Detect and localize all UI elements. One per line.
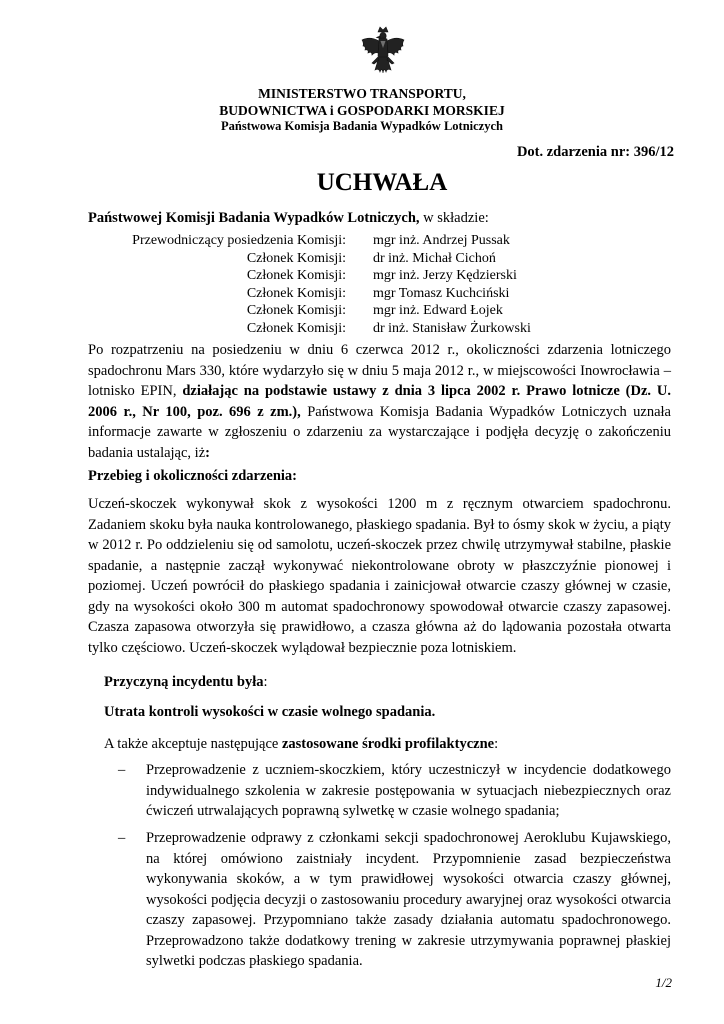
measure-entry <box>118 828 671 972</box>
member-row <box>88 267 531 285</box>
commission-members <box>88 232 531 337</box>
decision-line <box>88 402 671 423</box>
measures-intro <box>104 734 498 755</box>
member-name: dr inż. Stanisław Żurkowski <box>373 320 531 336</box>
course-text: Uczeń-skoczek wykonywał skok z wysokości 1200 m z ręcznym otwarciem spadochronu. Zadaniem skoku była nauka kontrolowanego, płaskiego spadania. Był to ósmy skok w życiu, a piąty w 2012 r. Po oddzieleniu się od samolotu, uczeń-skoczek przez chwilę utrzymywał stabilne, płaskie spadanie, a następnie zaczął wykonywać niekontrolowane obroty w płaszczyźnie pionowej i poziomej. Uczeń powrócił do płaskiego spadania i zainicjował otwarcie czaszy głównej w czasie, gdy na wysokości około 300 m automat spadochronowy spowodował otwarcie czaszy zapasowej. Czasza zapasowa otworzyła się prawidłowo, a czasza główna aż do lądowania pozostała otwarta tylko częściowo. Uczeń-skoczek wylądował bezpiecznie poza lotniskiem. <box>88 496 671 656</box>
ministry-name-line1: MINISTERSTWO TRANSPORTU, <box>258 86 466 101</box>
decision-text: lotnisko EPIN, <box>88 383 183 399</box>
measures-intro-bold: zastosowane środki profilaktyczne <box>281 736 495 752</box>
document-title: UCHWAŁA <box>316 169 448 196</box>
member-row <box>88 232 531 250</box>
commission-intro-rest: w składzie: <box>419 210 489 226</box>
legal-basis: działając na podstawie ustawy z dnia 3 lipca 2002 r. Prawo lotnicze (Dz. U. <box>182 383 671 399</box>
member-name: mgr Tomasz Kuchciński <box>373 285 510 301</box>
member-row <box>88 320 531 338</box>
ministry-name-line2: BUDOWNICTWA i GOSPODARKI MORSKIEJ <box>219 103 505 118</box>
measure-entry <box>118 760 671 822</box>
member-role: Członek Komisji: <box>246 320 346 336</box>
cause-heading-colon: : <box>263 674 268 690</box>
member-role: Członek Komisji: <box>246 285 346 301</box>
member-name: dr inż. Michał Cichoń <box>373 250 496 266</box>
member-row <box>88 250 531 268</box>
measures-intro-text: A także akceptuje następujące <box>104 736 282 752</box>
member-name: mgr inż. Edward Łojek <box>373 303 503 318</box>
member-name: mgr inż. Jerzy Kędzierski <box>373 268 517 283</box>
commission-intro-bold: Państwowej Komisji Badania Wypadków Lotniczych, <box>88 210 420 226</box>
decision-line: spadochronu Mars 330, które wydarzyło się w dniu 5 maja 2012 r., w miejscowości Inowrocławia – <box>88 362 671 379</box>
measures-intro-colon: : <box>494 736 499 752</box>
member-role: Członek Komisji: <box>246 250 346 266</box>
incident-number: Dot. zdarzenia nr: 396/12 <box>516 144 674 160</box>
measures-list-item <box>118 828 671 972</box>
measures-list-item <box>118 760 671 822</box>
member-row <box>88 285 531 303</box>
dash-bullet: – <box>118 830 126 846</box>
decision-line <box>88 381 671 402</box>
member-row <box>88 302 531 320</box>
course-paragraph <box>88 494 671 658</box>
member-role: Przewodniczący posiedzenia Komisji: <box>132 233 346 248</box>
cause-text: Utrata kontroli wysokości w czasie wolnego spadania. <box>104 704 436 720</box>
decision-text: Państwowa Komisja Badania Wypadków Lotniczych uznała <box>300 403 671 420</box>
legal-basis: 2006 r., Nr 100, poz. 696 z zm.), <box>88 403 301 420</box>
decision-paragraph <box>88 340 671 463</box>
member-name: mgr inż. Andrzej Pussak <box>373 233 510 248</box>
decision-line: Po rozpatrzeniu na posiedzeniu w dniu 6 czerwca 2012 r., okoliczności zdarzenia lotniczego <box>88 342 671 358</box>
cause-heading-bold: Przyczyną incydentu była <box>104 674 264 690</box>
member-role: Członek Komisji: <box>246 303 346 318</box>
polish-eagle-emblem-icon <box>360 26 406 84</box>
decision-colon: : <box>205 444 210 461</box>
course-heading: Przebieg i okoliczności zdarzenia: <box>88 468 297 484</box>
decision-line <box>88 443 671 464</box>
member-role: Członek Komisji: <box>246 268 346 283</box>
decision-text: badania ustalając, iż <box>88 444 206 461</box>
measure-text: Przeprowadzenie odprawy z członkami sekcji spadochronowej Aeroklubu Kujawskiego, na której omówiono zaistniały incydent. Przypomnienie zasad bezpieczeństwa wykonywania skoków, a w tym prawidłowej wysokości otwarcia czaszy głównej, wysokości podjęcia decyzji o zastosowaniu procedury awaryjnej oraz wysokości otwarcia czaszy zapasowej. Przypomniano także zasady działania automatu spadochronowego. Przeprowadzono także dodatkowy trening w zakresie utrzymywania poprawnej płaskiej sylwetki podczas płaskiego spadania. <box>146 830 671 969</box>
measure-text: Przeprowadzenie z uczniem-skoczkiem, który uczestniczył w incydencie dodatkowego indywidualnego szkolenia w zakresie postępowania w sytuacjach niebezpiecznych oraz ćwiczeń utrwalających poprawną sylwetkę w czasie wolnego spadania; <box>146 762 671 819</box>
commission-name: Państwowa Komisja Badania Wypadków Lotniczych <box>221 119 503 133</box>
decision-line: informacje zawarte w zgłoszeniu o zdarzeniu za wystarczające i podjęła decyzję o zakończeniu <box>88 424 671 440</box>
commission-intro <box>88 208 489 229</box>
cause-heading <box>104 672 268 693</box>
dash-bullet: – <box>118 762 126 778</box>
page-number: 1/2 <box>655 975 672 990</box>
